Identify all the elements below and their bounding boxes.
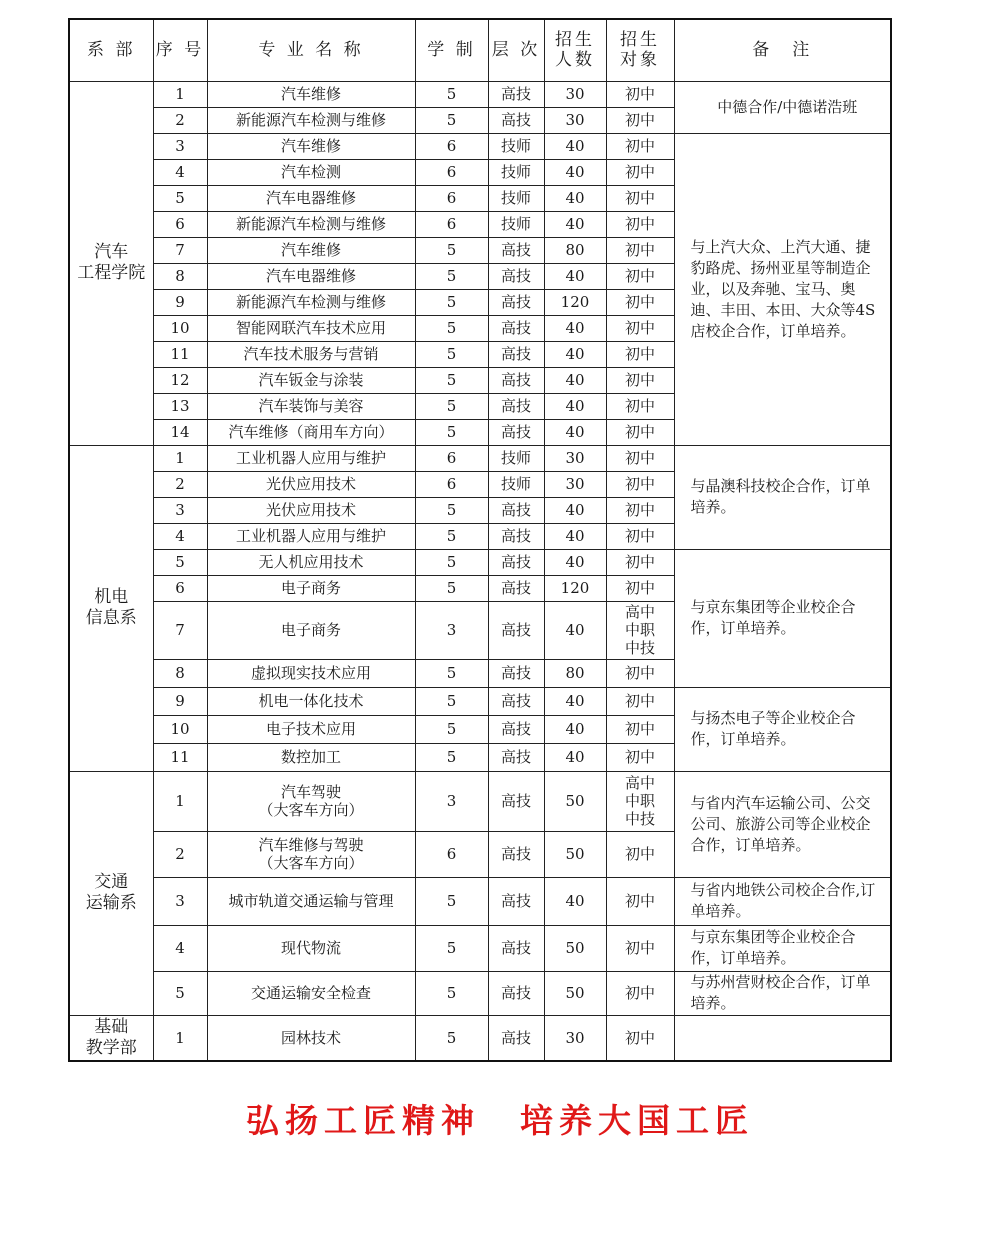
- years-cell: 6: [415, 185, 488, 211]
- level-cell: 高技: [488, 523, 544, 549]
- years-cell: 6: [415, 159, 488, 185]
- level-cell: 技师: [488, 185, 544, 211]
- table-row: [69, 549, 891, 575]
- target-cell: 初中: [606, 107, 674, 133]
- enrollment-table: [68, 18, 892, 1062]
- years-cell: 6: [415, 471, 488, 497]
- seq-cell: 1: [153, 771, 207, 831]
- years-cell: 5: [415, 497, 488, 523]
- target-cell: 初中: [606, 659, 674, 687]
- level-cell: 技师: [488, 133, 544, 159]
- major-cell: 机电一体化技术: [207, 687, 415, 715]
- table-row: [69, 1015, 891, 1061]
- slogan: [0, 1095, 1000, 1142]
- level-cell: 高技: [488, 877, 544, 925]
- target-cell: 初中: [606, 315, 674, 341]
- enroll-cell: 50: [544, 971, 606, 1015]
- header-level: 层 次: [488, 19, 544, 81]
- seq-cell: 4: [153, 159, 207, 185]
- enroll-cell: 40: [544, 743, 606, 771]
- enroll-cell: 40: [544, 687, 606, 715]
- enroll-cell: 50: [544, 771, 606, 831]
- enroll-cell: 40: [544, 549, 606, 575]
- major-cell: 工业机器人应用与维护: [207, 523, 415, 549]
- major-cell: 汽车电器维修: [207, 263, 415, 289]
- target-cell: 初中: [606, 133, 674, 159]
- target-cell: 初中: [606, 341, 674, 367]
- dept-cell: 基础 教学部: [69, 1015, 153, 1061]
- enroll-cell: 120: [544, 289, 606, 315]
- enroll-cell: 40: [544, 263, 606, 289]
- enroll-cell: 80: [544, 237, 606, 263]
- seq-cell: 1: [153, 81, 207, 107]
- years-cell: 5: [415, 237, 488, 263]
- years-cell: 5: [415, 877, 488, 925]
- seq-cell: 9: [153, 687, 207, 715]
- level-cell: 高技: [488, 601, 544, 659]
- seq-cell: 13: [153, 393, 207, 419]
- major-cell: 汽车装饰与美容: [207, 393, 415, 419]
- table-row: [69, 877, 891, 925]
- years-cell: 5: [415, 107, 488, 133]
- note-cell: 与苏州营财校企合作，订单培养。: [674, 971, 891, 1015]
- seq-cell: 9: [153, 289, 207, 315]
- level-cell: 高技: [488, 289, 544, 315]
- major-cell: 虚拟现实技术应用: [207, 659, 415, 687]
- major-cell: 无人机应用技术: [207, 549, 415, 575]
- target-cell: 初中: [606, 211, 674, 237]
- level-cell: 技师: [488, 445, 544, 471]
- years-cell: 5: [415, 549, 488, 575]
- level-cell: 技师: [488, 471, 544, 497]
- years-cell: 5: [415, 289, 488, 315]
- note-cell: 与晶澳科技校企合作，订单培养。: [674, 445, 891, 549]
- enroll-cell: 40: [544, 715, 606, 743]
- seq-cell: 2: [153, 831, 207, 877]
- note-cell: 与省内地铁公司校企合作,订单培养。: [674, 877, 891, 925]
- target-cell: 初中: [606, 523, 674, 549]
- years-cell: 5: [415, 659, 488, 687]
- enroll-cell: 120: [544, 575, 606, 601]
- target-cell: 初中: [606, 471, 674, 497]
- target-cell: 初中: [606, 831, 674, 877]
- header-note: 备 注: [674, 19, 891, 81]
- seq-cell: 8: [153, 263, 207, 289]
- seq-cell: 3: [153, 133, 207, 159]
- enroll-cell: 40: [544, 497, 606, 523]
- target-cell: 初中: [606, 1015, 674, 1061]
- seq-cell: 1: [153, 1015, 207, 1061]
- target-cell: 高中 中职 中技: [606, 771, 674, 831]
- enroll-cell: 30: [544, 107, 606, 133]
- seq-cell: 6: [153, 575, 207, 601]
- target-cell: 高中 中职 中技: [606, 601, 674, 659]
- seq-cell: 6: [153, 211, 207, 237]
- seq-cell: 14: [153, 419, 207, 445]
- level-cell: 高技: [488, 575, 544, 601]
- slogan-left: 弘扬工匠精神: [246, 1101, 480, 1140]
- seq-cell: 4: [153, 925, 207, 971]
- years-cell: 5: [415, 81, 488, 107]
- major-cell: 电子技术应用: [207, 715, 415, 743]
- major-cell: 工业机器人应用与维护: [207, 445, 415, 471]
- years-cell: 5: [415, 315, 488, 341]
- target-cell: 初中: [606, 687, 674, 715]
- target-cell: 初中: [606, 743, 674, 771]
- level-cell: 高技: [488, 315, 544, 341]
- enroll-cell: 30: [544, 1015, 606, 1061]
- target-cell: 初中: [606, 393, 674, 419]
- target-cell: 初中: [606, 263, 674, 289]
- table-row: [69, 133, 891, 159]
- major-cell: 智能网联汽车技术应用: [207, 315, 415, 341]
- dept-cell: 机电 信息系: [69, 445, 153, 771]
- major-cell: 汽车维修（商用车方向）: [207, 419, 415, 445]
- target-cell: 初中: [606, 289, 674, 315]
- level-cell: 高技: [488, 771, 544, 831]
- target-cell: 初中: [606, 715, 674, 743]
- level-cell: 高技: [488, 687, 544, 715]
- target-cell: 初中: [606, 971, 674, 1015]
- level-cell: 高技: [488, 419, 544, 445]
- note-cell: 与京东集团等企业校企合作，订单培养。: [674, 925, 891, 971]
- target-cell: 初中: [606, 419, 674, 445]
- years-cell: 3: [415, 601, 488, 659]
- major-cell: 汽车维修: [207, 133, 415, 159]
- major-cell: 光伏应用技术: [207, 471, 415, 497]
- enroll-cell: 40: [544, 185, 606, 211]
- note-cell: 中德合作/中德诺浩班: [674, 81, 891, 133]
- major-cell: 城市轨道交通运输与管理: [207, 877, 415, 925]
- major-cell: 园林技术: [207, 1015, 415, 1061]
- major-cell: 汽车维修: [207, 237, 415, 263]
- target-cell: 初中: [606, 877, 674, 925]
- level-cell: 高技: [488, 497, 544, 523]
- seq-cell: 2: [153, 107, 207, 133]
- seq-cell: 12: [153, 367, 207, 393]
- level-cell: 高技: [488, 549, 544, 575]
- enroll-cell: 30: [544, 81, 606, 107]
- target-cell: 初中: [606, 925, 674, 971]
- header-dept: 系 部: [69, 19, 153, 81]
- seq-cell: 3: [153, 497, 207, 523]
- enroll-cell: 40: [544, 419, 606, 445]
- seq-cell: 10: [153, 715, 207, 743]
- seq-cell: 2: [153, 471, 207, 497]
- major-cell: 电子商务: [207, 575, 415, 601]
- seq-cell: 11: [153, 341, 207, 367]
- seq-cell: 1: [153, 445, 207, 471]
- header-years: 学 制: [415, 19, 488, 81]
- table-row: [69, 81, 891, 107]
- years-cell: 5: [415, 523, 488, 549]
- major-cell: 汽车技术服务与营销: [207, 341, 415, 367]
- enroll-cell: 40: [544, 159, 606, 185]
- level-cell: 高技: [488, 81, 544, 107]
- years-cell: 5: [415, 393, 488, 419]
- enroll-cell: 40: [544, 601, 606, 659]
- header-target: 招生 对象: [606, 19, 674, 81]
- table-row: [69, 771, 891, 831]
- years-cell: 5: [415, 367, 488, 393]
- seq-cell: 11: [153, 743, 207, 771]
- enroll-cell: 40: [544, 877, 606, 925]
- major-cell: 汽车检测: [207, 159, 415, 185]
- note-cell: 与京东集团等企业校企合作，订单培养。: [674, 549, 891, 687]
- header-enroll: 招生 人数: [544, 19, 606, 81]
- years-cell: 3: [415, 771, 488, 831]
- years-cell: 5: [415, 263, 488, 289]
- years-cell: 6: [415, 211, 488, 237]
- enroll-cell: 40: [544, 133, 606, 159]
- slogan-right: 培养大国工匠: [520, 1101, 754, 1140]
- table-row: [69, 445, 891, 471]
- years-cell: 5: [415, 341, 488, 367]
- target-cell: 初中: [606, 185, 674, 211]
- seq-cell: 4: [153, 523, 207, 549]
- seq-cell: 8: [153, 659, 207, 687]
- major-cell: 交通运输安全检查: [207, 971, 415, 1015]
- level-cell: 技师: [488, 159, 544, 185]
- target-cell: 初中: [606, 237, 674, 263]
- seq-cell: 10: [153, 315, 207, 341]
- years-cell: 5: [415, 715, 488, 743]
- major-cell: 现代物流: [207, 925, 415, 971]
- major-cell: 汽车电器维修: [207, 185, 415, 211]
- enroll-cell: 50: [544, 925, 606, 971]
- level-cell: 高技: [488, 237, 544, 263]
- major-cell: 汽车维修: [207, 81, 415, 107]
- header-major: 专 业 名 称: [207, 19, 415, 81]
- level-cell: 高技: [488, 743, 544, 771]
- seq-cell: 5: [153, 185, 207, 211]
- target-cell: 初中: [606, 445, 674, 471]
- enroll-cell: 40: [544, 341, 606, 367]
- seq-cell: 3: [153, 877, 207, 925]
- level-cell: 高技: [488, 341, 544, 367]
- header-row: [69, 19, 891, 81]
- table-row: [69, 687, 891, 715]
- level-cell: 高技: [488, 971, 544, 1015]
- target-cell: 初中: [606, 575, 674, 601]
- seq-cell: 5: [153, 549, 207, 575]
- level-cell: 高技: [488, 715, 544, 743]
- enroll-cell: 40: [544, 315, 606, 341]
- years-cell: 5: [415, 1015, 488, 1061]
- major-cell: 光伏应用技术: [207, 497, 415, 523]
- target-cell: 初中: [606, 549, 674, 575]
- major-cell: 新能源汽车检测与维修: [207, 289, 415, 315]
- level-cell: 高技: [488, 925, 544, 971]
- years-cell: 5: [415, 743, 488, 771]
- major-cell: 汽车钣金与涂装: [207, 367, 415, 393]
- enroll-cell: 80: [544, 659, 606, 687]
- enroll-cell: 40: [544, 211, 606, 237]
- target-cell: 初中: [606, 81, 674, 107]
- enroll-cell: 50: [544, 831, 606, 877]
- years-cell: 6: [415, 831, 488, 877]
- enroll-cell: 40: [544, 523, 606, 549]
- years-cell: 5: [415, 419, 488, 445]
- seq-cell: 7: [153, 601, 207, 659]
- seq-cell: 5: [153, 971, 207, 1015]
- major-cell: 汽车维修与驾驶 （大客车方向）: [207, 831, 415, 877]
- major-cell: 数控加工: [207, 743, 415, 771]
- level-cell: 高技: [488, 659, 544, 687]
- years-cell: 5: [415, 925, 488, 971]
- note-cell: 与上汽大众、上汽大通、捷豹路虎、扬州亚星等制造企业，以及奔驰、宝马、奥迪、丰田、本田、大众等4S店校企合作，订单培养。: [674, 133, 891, 445]
- header-seq: 序 号: [153, 19, 207, 81]
- seq-cell: 7: [153, 237, 207, 263]
- years-cell: 6: [415, 133, 488, 159]
- years-cell: 6: [415, 445, 488, 471]
- years-cell: 5: [415, 687, 488, 715]
- note-cell: 与扬杰电子等企业校企合作，订单培养。: [674, 687, 891, 771]
- level-cell: 技师: [488, 211, 544, 237]
- years-cell: 5: [415, 971, 488, 1015]
- major-cell: 新能源汽车检测与维修: [207, 107, 415, 133]
- level-cell: 高技: [488, 393, 544, 419]
- enroll-cell: 40: [544, 367, 606, 393]
- major-cell: 新能源汽车检测与维修: [207, 211, 415, 237]
- years-cell: 5: [415, 575, 488, 601]
- dept-cell: 交通 运输系: [69, 771, 153, 1015]
- level-cell: 高技: [488, 107, 544, 133]
- enroll-cell: 30: [544, 445, 606, 471]
- note-cell: 与省内汽车运输公司、公交公司、旅游公司等企业校企合作，订单培养。: [674, 771, 891, 877]
- table-row: [69, 971, 891, 1015]
- enroll-cell: 30: [544, 471, 606, 497]
- level-cell: 高技: [488, 263, 544, 289]
- target-cell: 初中: [606, 497, 674, 523]
- note-cell: [674, 1015, 891, 1061]
- table-row: [69, 925, 891, 971]
- level-cell: 高技: [488, 367, 544, 393]
- enroll-cell: 40: [544, 393, 606, 419]
- target-cell: 初中: [606, 159, 674, 185]
- major-cell: 电子商务: [207, 601, 415, 659]
- target-cell: 初中: [606, 367, 674, 393]
- dept-cell: 汽车 工程学院: [69, 81, 153, 445]
- level-cell: 高技: [488, 1015, 544, 1061]
- level-cell: 高技: [488, 831, 544, 877]
- major-cell: 汽车驾驶 （大客车方向）: [207, 771, 415, 831]
